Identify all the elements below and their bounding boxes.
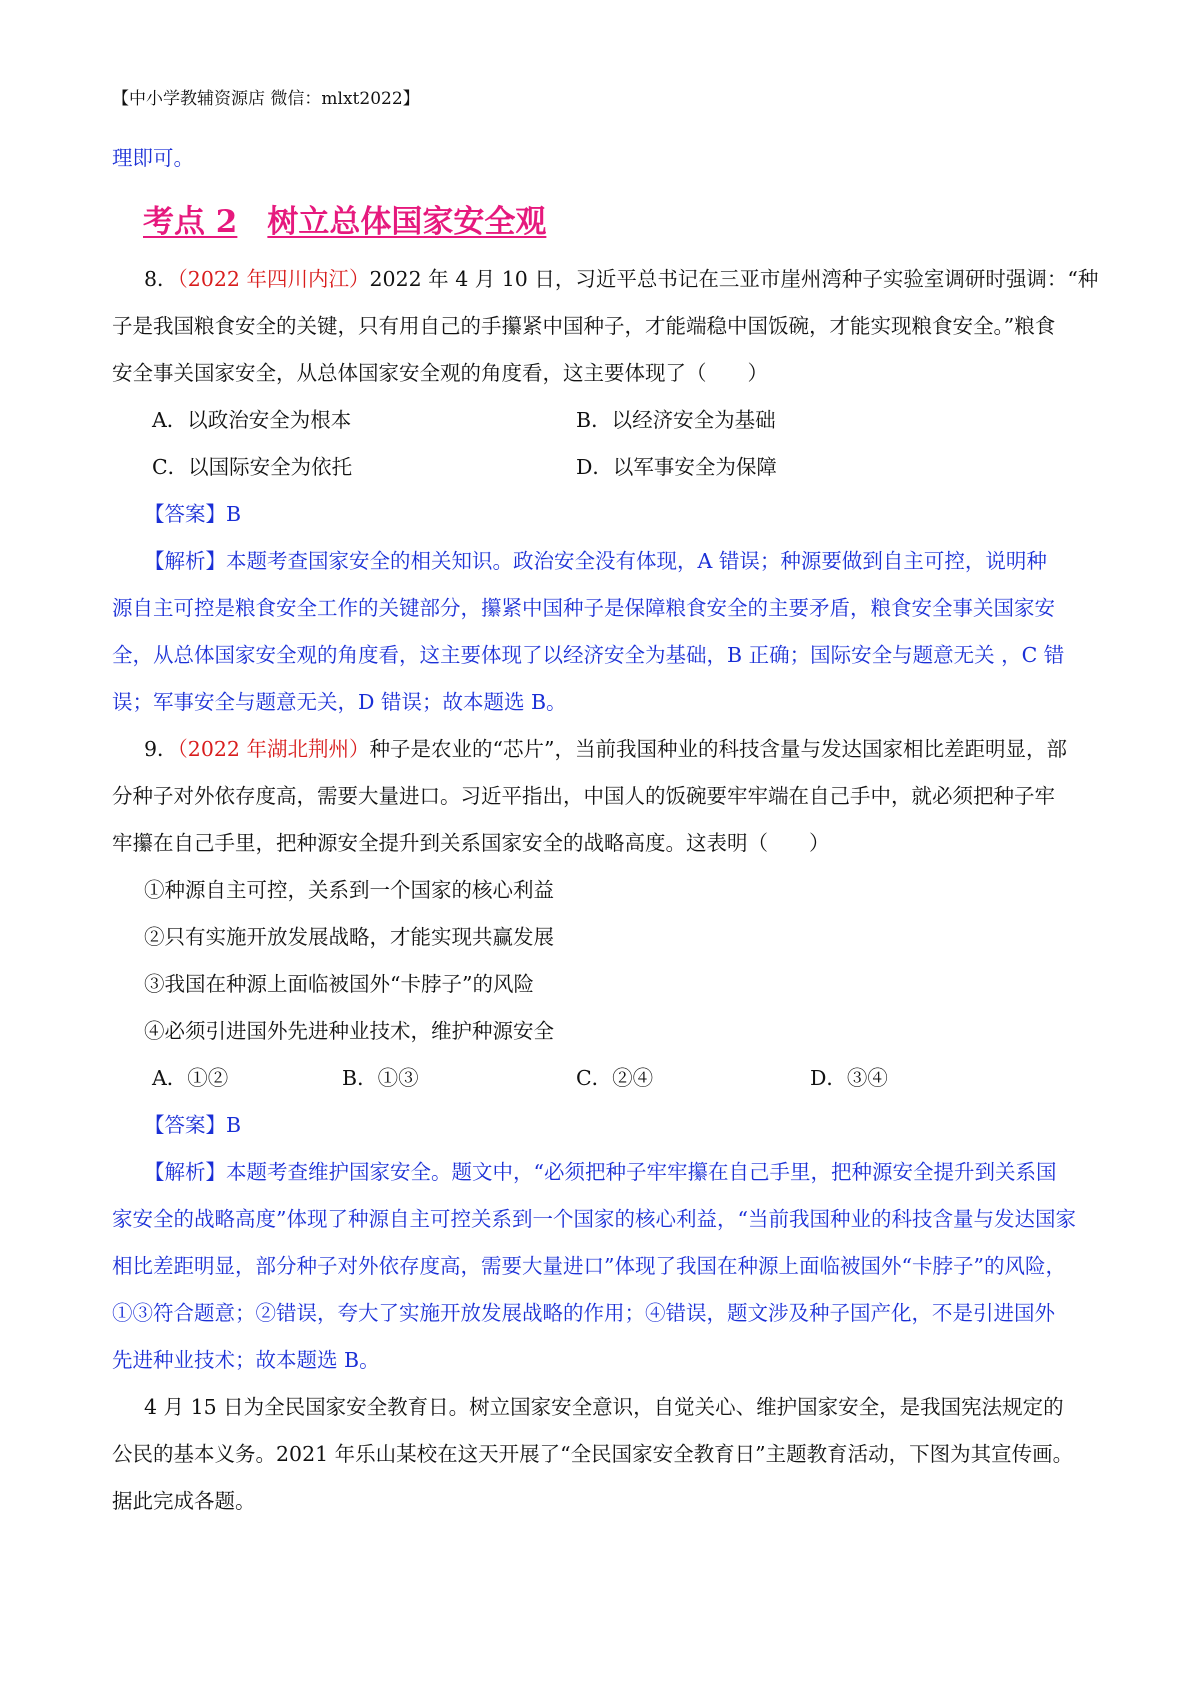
q8-number: 8． [144,267,178,291]
q9-analysis-line-4: ①③符合题意；②错误，夸大了实施开放发展战略的作用；④错误，题文涉及种子国产化，不是引进国外 [112,1301,1055,1325]
q9-stem-line-1: 9．（2022 年湖北荆州）种子是农业的“芯片”，当前我国种业的科技含量与发达国家相比差距明显，部 [144,737,1067,761]
intro-line-3: 据此完成各题。 [112,1489,256,1513]
q9-source: （2022 年湖北荆州） [177,737,370,761]
section-title: 树立总体国家安全观 [267,204,547,240]
intro-line-2: 公民的基本义务。2021 年乐山某校在这天开展了“全民国家安全教育日”主题教育活动，下图为其宣传画。 [112,1442,1074,1466]
intro-line-1: 4 月 15 日为全民国家安全教育日。树立国家安全意识，自觉关心、维护国家安全，是我国宪法规定的 [144,1395,1064,1419]
q9-statement-1: ①种源自主可控，关系到一个国家的核心利益 [144,878,554,902]
q8-stem-line-2: 子是我国粮食安全的关键，只有用自己的手攥紧中国种子，才能端稳中国饭碗，才能实现粮食安全。”粮食 [112,314,1056,338]
q9-option-a: A．①② [152,1066,229,1090]
q9-stem-line-2: 分种子对外依存度高，需要大量进口。习近平指出，中国人的饭碗要牢牢端在自己手中，就必须把种子牢 [112,784,1055,808]
q9-analysis-line-3: 相比差距明显，部分种子对外依存度高，需要大量进口”体现了我国在种源上面临被国外“卡脖子”的风险， [112,1254,1066,1278]
q8-stem-line-1: 8．（2022 年四川内江）2022 年 4 月 10 日，习近平总书记在三亚市崖州湾种子实验室调研时强调：“种 [144,267,1099,291]
q8-analysis-line-4: 误；军事安全与题意无关，D 错误；故本题选 B。 [112,690,567,714]
section-heading [143,202,546,242]
q9-option-b: B．①③ [342,1066,419,1090]
q8-analysis-line-1: 【解析】本题考查国家安全的相关知识。政治安全没有体现，A 错误；种源要做到自主可控，说明种 [144,549,1047,573]
q8-source: （2022 年四川内江） [177,267,370,291]
q9-number: 9． [144,737,178,761]
q9-statement-3: ③我国在种源上面临被国外“卡脖子”的风险 [144,972,534,996]
q8-analysis-line-3: 全，从总体国家安全观的角度看，这主要体现了以经济安全为基础，B 正确；国际安全与题意无关 ，C 错 [112,643,1065,667]
q8-option-d: D．以军事安全为保障 [576,455,777,479]
q9-statement-4: ④必须引进国外先进种业技术，维护种源安全 [144,1019,554,1043]
q8-option-b: B．以经济安全为基础 [576,408,776,432]
q9-analysis-line-2: 家安全的战略高度”体现了种源自主可控关系到一个国家的核心利益，“当前我国种业的科技含量与发达国家 [112,1207,1076,1231]
q9-analysis-line-5: 先进种业技术；故本题选 B。 [112,1348,380,1372]
section-label: 考点 2 [143,204,238,240]
q9-option-d: D．③④ [810,1066,888,1090]
page-header: 【中小学教辅资源店 微信：mlxt2022】 [112,89,420,109]
q8-analysis-line-2: 源自主可控是粮食安全工作的关键部分，攥紧中国种子是保障粮食安全的主要矛盾，粮食安全事关国家安 [112,596,1055,620]
q8-option-c: C．以国际安全为依托 [152,455,353,479]
q9-option-c: C．②④ [576,1066,654,1090]
q8-answer: 【答案】B [144,502,242,526]
q9-analysis-line-1: 【解析】本题考查维护国家安全。题文中，“必须把种子牢牢攥在自己手里，把种源安全提升到关系国 [144,1160,1057,1184]
q8-stem-line-3: 安全事关国家安全，从总体国家安全观的角度看，这主要体现了（ ） [112,361,768,385]
q8-option-a: A．以政治安全为根本 [152,408,352,432]
q9-answer: 【答案】B [144,1113,242,1137]
q9-statement-2: ②只有实施开放发展战略，才能实现共赢发展 [144,925,554,949]
continuation-text: 理即可。 [112,146,194,170]
q9-stem-line-3: 牢攥在自己手里，把种源安全提升到关系国家安全的战略高度。这表明（ ） [112,831,830,855]
